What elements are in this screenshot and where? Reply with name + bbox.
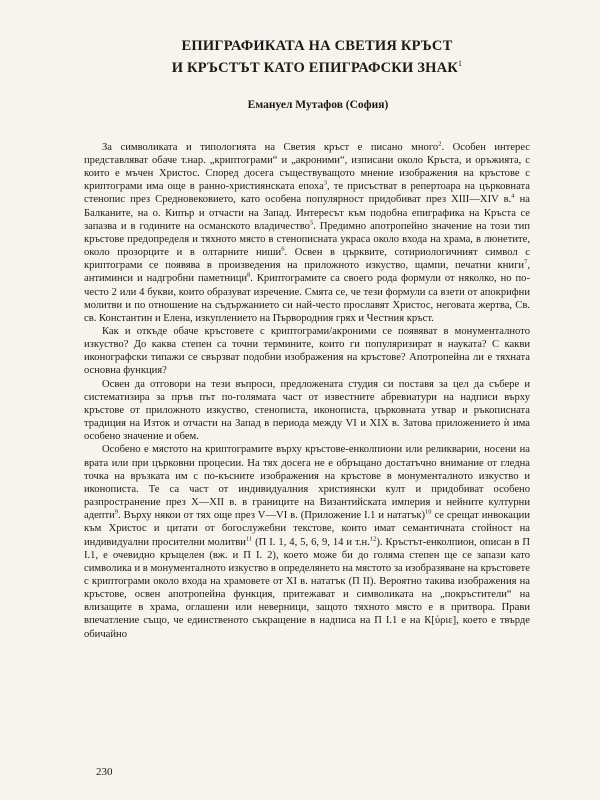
footnote-marker: 12 xyxy=(369,534,377,542)
footnote-marker: 8 xyxy=(247,271,251,279)
paragraph-text: , те присъстват в репертоара на църковната стенопис през Средновековието, като особена популярност придобиват през XIII—XIV в. xyxy=(84,181,530,206)
paragraph-text: За символиката и типологията на Светия кръст е писано много xyxy=(102,141,439,153)
paragraph-text: Особено е мястото на криптограмите върху кръстове-енколпиони или реликварии, носени на врата или при църковни процесии. На тях досега не е обръщано достатъчно внимание от гледна точка на връзката им с по-късните изображения на кръстове в монументалното изкуство и иконописта. Те са част от индивидуалния християнски култ и придобиват особено разпространение през X—XII в. в границите на Византийската империя и нейните културни адепти xyxy=(84,444,530,522)
article-title xyxy=(104,38,530,77)
footnote-marker: 2 xyxy=(438,140,442,148)
paragraph-text: се срещат инвокации към Христос и цитати от богослужебни текстове, които имат семантичната стойност на индивидуални просителни молитви xyxy=(84,510,530,548)
page-number: 230 xyxy=(96,766,113,778)
paragraph-text: Как и откъде обаче кръстовете с криптограми/акроними се появяват в монументалното изкуство? До каква степен са точни термините, които ги популяризират в науката? С какви иконографски типажи се свързват подобни изображения на кръстове? Апотропейна ли е тяхната основна функция? xyxy=(84,326,530,377)
footnote-marker: 10 xyxy=(425,508,432,516)
footnote-marker: 6 xyxy=(281,245,285,253)
body-paragraph xyxy=(84,443,530,640)
body-paragraph xyxy=(84,378,530,444)
author-line: Емануел Мутафов (София) xyxy=(247,98,389,111)
paragraph-text: , антиминси и надгробни паметници xyxy=(84,260,530,285)
paragraph-text: . Освен в църквите, сотириологичният символ с криптограми се появява в произведения на приложното изкуство, щампи, печатни книги xyxy=(84,247,530,272)
footnote-marker: 11 xyxy=(245,534,253,542)
paragraph-text: Освен да отговори на тези въпроси, предложената студия си поставя за цел да събере и систематизира за пръв път по-голямата част от известните абревиатури на надписи върху кръстове от приложното изкуство, стенописта, иконописта, църковната утвар и ръкописната традиция на Изток и отчасти на Запад в периода между VI и XIX в. Затова приложението ѝ има особено значение и обем. xyxy=(84,378,530,443)
paragraph-text: (П I. 1, 4, 5, 6, 9, 14 и т.н. xyxy=(252,536,370,548)
title-footnote-marker: 1 xyxy=(458,59,463,68)
paragraph-text: . Върху някои от тях още през V—VI в. (Приложение I.1 и нататък) xyxy=(118,510,426,522)
footnote-marker: 9 xyxy=(114,508,119,516)
footnote-marker: 5 xyxy=(309,219,314,227)
footnote-marker: 7 xyxy=(524,258,528,266)
body-paragraph xyxy=(84,141,530,325)
paragraph-text: . Криптограмите са своего рода формули от няколко, но по-често 2 или 4 букви, които образуват изречение. Смята се, че тези формули са взети от апокрифни молитви и по отношение на съдържанието си най-често прославят Христос, неговата жертва, Св. св. Константин и Елена, изкуплението на Първородния грях и Честния кръст. xyxy=(84,273,530,324)
footnote-marker: 3 xyxy=(323,179,328,187)
title-line-2-text: И КРЪСТЪТ КАТО ЕПИГРАФСКИ ЗНАК xyxy=(171,59,459,76)
article-body xyxy=(84,141,530,641)
footnote-marker: 4 xyxy=(511,192,515,200)
paragraph-text: . Особен интерес представляват обаче т.нар. „криптограми“ и „акроними“, изписани около Кръста, и оръжията, с които е мъчен Христос. Според досега съществуващото мнение изображения на кръстове с криптограми има още в ранно-християнската епоха xyxy=(84,141,530,193)
paragraph-text: ). Кръстът-енколпион, описан в П I.1, е очевидно кръщелен (вж. и П I. 2), което може би до голяма степен ще се запази като символика и в монументалното изкуство в определянето на мястото за изобразяване на кръстовете с криптограми около входа на храмовете от XI в. нататък (П II). Вероятно такива изображения на кръстове, освен апотропейна функция, притежават и символиката на „покръстители“ на влизащите в храма, оглашени или неверници, защото тяхното място е в притвора. Прави впечатление също, че единственото съкращение в надписа на П I.1 е на К[ύριε], което е твърде обичайно xyxy=(84,536,530,640)
title-line-2 xyxy=(104,55,530,77)
paragraph-text: . Предимно апотропейно значение на този тип кръстове предопределя и тяхното място в стенописната украса около входа на храма, в люнетите, около прозорците и в олтарните ниши xyxy=(84,220,530,259)
title-line-1: ЕПИГРАФИКАТА НА СВЕТИЯ КРЪСТ xyxy=(181,38,453,54)
paragraph-text: на Балканите, на о. Кипър и отчасти на Запад. Интересът към подобна епиграфика на Кръста се запазва и в годините на османското владичество xyxy=(84,194,530,232)
body-paragraph xyxy=(84,325,530,378)
